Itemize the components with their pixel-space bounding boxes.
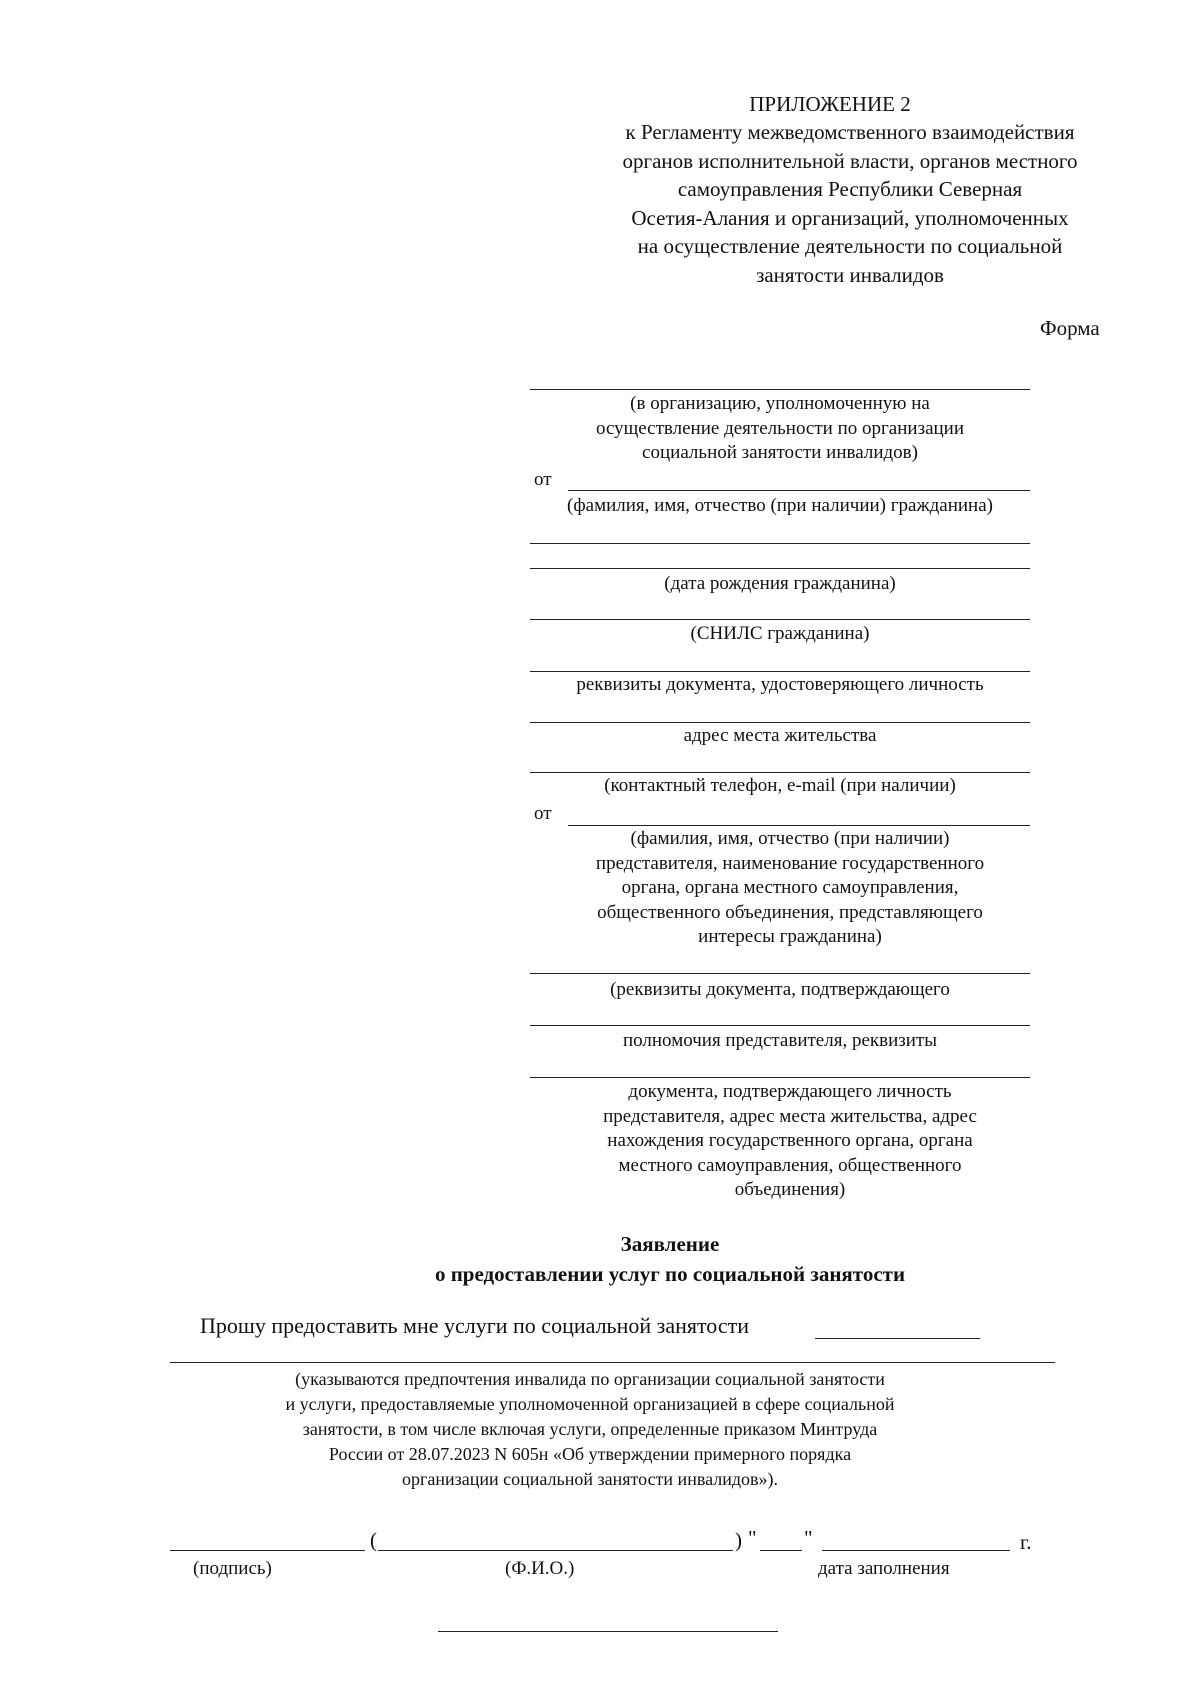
caption-line: документа, подтверждающего личность [628, 1081, 952, 1102]
rep-doc-caption-3 [530, 1080, 1050, 1203]
day-quote-close: " [804, 1526, 813, 1550]
citizen-extra-line-1[interactable] [530, 543, 1030, 544]
bottom-line[interactable] [438, 1631, 778, 1632]
fio-close-paren: ) [735, 1528, 742, 1552]
org-caption [510, 392, 1050, 466]
caption-line: организации социальной занятости инвалидов»). [401, 1469, 778, 1489]
org-name-line[interactable] [530, 389, 1030, 390]
caption-line: и услуги, предоставляемые уполномоченной организацией в сфере социальной [285, 1394, 895, 1414]
representative-caption [530, 827, 1050, 950]
rep-doc-line-2[interactable] [530, 1025, 1030, 1026]
regulation-reference [540, 118, 1160, 289]
caption-line: нахождения государственного органа, органа [607, 1130, 973, 1151]
signature-caption: (подпись) [193, 1558, 272, 1579]
reference-line: занятости инвалидов [756, 262, 944, 287]
caption-line: интересы гражданина) [698, 926, 882, 947]
contacts-line[interactable] [530, 772, 1030, 773]
caption-line: социальной занятости инвалидов) [642, 442, 918, 463]
from-label: от [534, 469, 552, 490]
caption-line: общественного объединения, представляющего [597, 901, 983, 923]
birth-date-caption: (дата рождения гражданина) [664, 573, 896, 594]
preferences-caption [200, 1367, 980, 1492]
identity-doc-caption: реквизиты документа, удостоверяющего личность [576, 674, 984, 695]
caption-line: занятости, в том числе включая услуги, определенные приказом Минтруда [302, 1419, 878, 1439]
day-quote-open: " [748, 1526, 757, 1550]
reference-line: самоуправления Республики Северная [677, 177, 1023, 201]
caption-line: представителя, наименование государственного [595, 852, 985, 874]
statement-title: Заявление [620, 1232, 720, 1256]
identity-doc-line[interactable] [530, 671, 1030, 672]
fio-open-paren: ( [370, 1528, 377, 1552]
year-suffix: г. [1020, 1530, 1032, 1554]
citizen-name-line[interactable] [568, 490, 1030, 491]
caption-line: России от 28.07.2023 N 605н «Об утверждении примерного порядка [328, 1444, 852, 1464]
reference-line: органов исполнительной власти, органов местного [622, 148, 1078, 173]
caption-line: (указываются предпочтения инвалида по организации социальной занятости [295, 1369, 885, 1389]
citizen-extra-line-2[interactable] [530, 568, 1030, 569]
day-line[interactable] [760, 1550, 802, 1551]
signature-line[interactable] [170, 1550, 365, 1551]
contacts-caption: (контактный телефон, e-mail (при наличии) [604, 775, 956, 796]
appendix-title: ПРИЛОЖЕНИЕ 2 [749, 92, 911, 116]
address-caption: адрес места жительства [683, 725, 877, 746]
caption-line: органа, органа местного самоуправления, [621, 877, 959, 898]
snils-caption: (СНИЛС гражданина) [690, 623, 870, 644]
statement-subtitle: о предоставлении услуг по социальной занятости [434, 1262, 906, 1286]
caption-line: (фамилия, имя, отчество (при наличии) [630, 828, 950, 849]
rep-doc-caption-1: (реквизиты документа, подтверждающего [610, 979, 950, 1000]
address-line[interactable] [530, 722, 1030, 723]
citizen-name-caption: (фамилия, имя, отчество (при наличии) гражданина) [567, 495, 993, 516]
request-line-full[interactable] [170, 1362, 1055, 1363]
rep-doc-line-1[interactable] [530, 973, 1030, 974]
reference-line: к Регламенту межведомственного взаимодействия [625, 120, 1075, 144]
caption-line: местного самоуправления, общественного [618, 1154, 962, 1176]
caption-line: (в организацию, уполномоченную на [630, 393, 930, 414]
request-line-short[interactable] [815, 1338, 980, 1339]
rep-doc-line-3[interactable] [530, 1077, 1030, 1078]
rep-doc-caption-2: полномочия представителя, реквизиты [622, 1030, 937, 1051]
caption-line: осуществление деятельности по организации [595, 417, 965, 439]
form-label: Форма [1040, 316, 1100, 340]
request-text: Прошу предоставить мне услуги по социальной занятости [200, 1313, 750, 1338]
reference-line: на осуществление деятельности по социальной [637, 234, 1063, 258]
fio-line[interactable] [378, 1550, 733, 1551]
from-label-representative: от [534, 803, 552, 824]
representative-line[interactable] [568, 825, 1030, 826]
reference-line: Осетия-Алания и организаций, уполномоченных [631, 205, 1069, 230]
date-caption: дата заполнения [818, 1558, 950, 1579]
caption-line: объединения) [734, 1179, 846, 1200]
fio-caption: (Ф.И.О.) [505, 1558, 575, 1579]
caption-line: представителя, адрес места жительства, адрес [603, 1105, 977, 1127]
snils-line[interactable] [530, 619, 1030, 620]
month-year-line[interactable] [822, 1550, 1010, 1551]
